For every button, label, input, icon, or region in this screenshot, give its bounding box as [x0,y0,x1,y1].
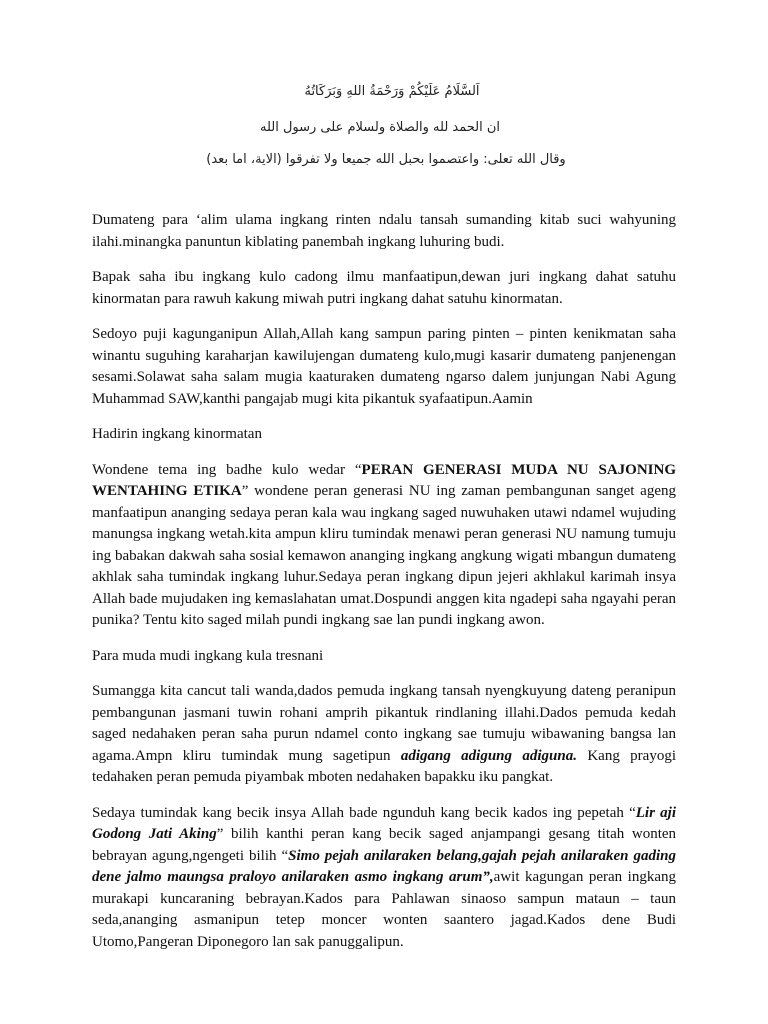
theme-text-before: Wondene tema ing badhe kulo wedar “ [92,461,362,478]
youth-text-after: Kang prayogi tedahaken peran pemuda piyambak mboten nedahaken bapakku iku pangkat. [92,747,676,785]
theme-title: PERAN GENERASI MUDA NU SAJONING WENTAHING ETIKA [92,461,676,499]
proverb-text-3: awit kagungan peran ingkang murakapi kuncaraning bebrayan.Kados para Pahlawan sinaoso sampun mataun – taun seda,ananging asmanipun tetep moncer wonten saantero jagad.Kados dene Budi Utomo,Pangeran Diponegoro lan sak panuggalipun. [92,869,677,950]
youth-text-before: Sumangga kita cancut tali wanda,dados pemuda ingkang tansah nyengkuyung dateng peranipun pembangunan jasmani tuwin rohani amprih pikantuk rindlaning illahi.Dados pemuda kedah saged nedahaken peran saha purun ndamel conto ingkang sae tumuju wibawaning bangsa lan agama.Ampn kliru tumindak mung sagetipun [92,683,676,764]
proverb-text-1: Sedaya tumindak kang becik insya Allah bade ngunduh kang becik kados ing pepetah “ [92,804,636,821]
paragraph-address-youth: Para muda mudi ingkang kula tresnani [92,647,324,664]
proverb-quote-2: Simo pejah anilaraken belang,gajah pejah anilaraken gading dene jalmo maungsa praloyo anilaraken asmo ingkang arum”, [92,847,677,885]
theme-text-after: ” wondene peran generasi NU ing zaman pembangunan sanget ageng manfaatipun ananging sedaya peran kala wau ingkang saged nuwuhaken utawi ndamel wujuding manungsa ingkang wetah.kita ampun kliru tumindak menawi peran generasi NU namung tumuju ing babakan dakwah saha sosial kemawon ananging ingkang angkung wigati mbangun dumateng akhlak saha tumindak ingkang luhur.Sedaya peran ingkang dipun jejeri akhlakul karimah insya Allah bade mujudaken ing kemaslahatan umat.Dospundi anggen kita ngadepi saha ngayahi peran punika? Tentu kito saged milah pundi ingkang sae lan pundi ingkang awon. [92,483,676,628]
youth-emphasis: adigang adigung adiguna. [400,747,577,764]
paragraph-youth-call [92,681,676,789]
proverb-quote-1: Lir aji Godong Jati Aking [92,804,676,842]
paragraph-greeting-guests: Bapak saha ibu ingkang kulo cadong ilmu manfaatipun,dewan juri ingkang dahat satuhu kinormatan para rawuh kakung miwah putri ingkang dahat satuhu kinormatan. [92,269,676,307]
arabic-praise: ان الحمد لله والصلاة ولسلام على رسول الله [259,120,501,135]
proverb-text-2: ” bilih kanthi peran kang becik saged anjampangi gesang titah wonten bebrayan agung,ngengeti bilih “ [92,826,677,864]
arabic-quran-verse: وقال الله تعلى: واعتصموا بحبل الله جميعا ولا تفرقوا (الاية، اما بعد) [206,152,566,167]
paragraph-opening: Dumateng para ‘alim ulama ingkang rinten ndalu tansah sumanding kitab suci wahyuning ilahi.minangka panuntun kiblating panembah ingkang luhuring budi. [92,212,676,250]
paragraph-theme [92,460,676,632]
speech-body [92,210,676,967]
paragraph-address-audience: Hadirin ingkang kinormatan [92,426,262,442]
paragraph-praise: Sedoyo puji kagunganipun Allah,Allah kang sampun paring pinten – pinten kenikmatan saha winantu suguhing karaharjan kawilujengan dumateng kulo,mugi kasarir dumateng panjenengan sesami.Solawat saha salam mugia kaaturaken dumateng ngarso dalem junjungan Nabi Agung Muhammad SAW,kanthi pangajab mugi kita pikantuk syafaatipun.Aamin [92,326,676,407]
paragraph-proverb [92,803,676,954]
arabic-greeting: اَلسَّلَامُ عَلَيْكُمْ وَرَحْمَةُ اللهِ وَبَرَكَاتُهُ [304,84,480,99]
